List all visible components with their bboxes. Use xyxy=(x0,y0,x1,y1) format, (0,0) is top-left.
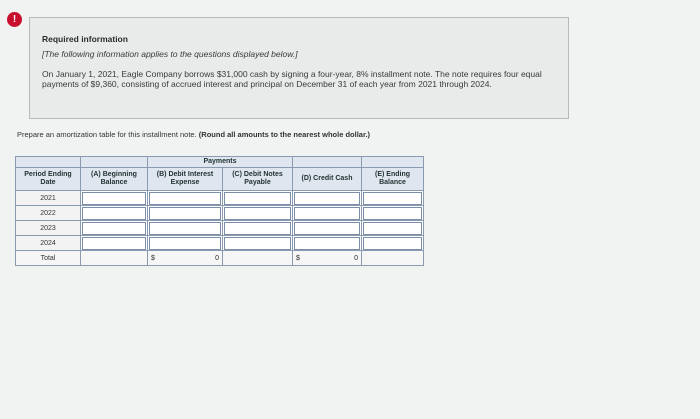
interest-expense-input[interactable] xyxy=(149,222,221,235)
credit-cash-input[interactable] xyxy=(294,192,360,205)
col-c-header: (C) Debit Notes Payable xyxy=(223,168,293,191)
blank-header xyxy=(81,157,148,168)
total-a-cell xyxy=(81,251,148,266)
col-a-header: (A) Beginning Balance xyxy=(81,168,148,191)
required-info-box xyxy=(29,17,569,119)
beginning-balance-input[interactable] xyxy=(82,237,146,250)
blank-header xyxy=(362,157,424,168)
interest-expense-input[interactable] xyxy=(149,207,221,220)
notes-payable-input[interactable] xyxy=(224,222,291,235)
col-e-header: (E) Ending Balance xyxy=(362,168,424,191)
period-2021: 2021 xyxy=(16,191,81,206)
interest-expense-input[interactable] xyxy=(149,237,221,250)
total-e-cell xyxy=(362,251,424,266)
info-body: On January 1, 2021, Eagle Company borrows $31,000 cash by signing a four-year, 8% installment note. The note requires four equal payments of $9,360, consisting of accrued interest and principal on December 31 of each year from 2021 through 2024. xyxy=(42,69,542,89)
total-c-cell xyxy=(223,251,293,266)
table-row xyxy=(16,221,424,236)
amortization-table xyxy=(15,156,424,266)
notes-payable-input[interactable] xyxy=(224,237,291,250)
interest-expense-input[interactable] xyxy=(149,192,221,205)
total-interest-currency: $ xyxy=(151,254,155,262)
notes-payable-input[interactable] xyxy=(224,207,291,220)
instruction-text: Prepare an amortization table for this installment note. xyxy=(17,130,197,139)
notes-payable-input[interactable] xyxy=(224,192,291,205)
instruction-bold: (Round all amounts to the nearest whole dollar.) xyxy=(198,130,371,139)
period-2023: 2023 xyxy=(16,221,81,236)
total-interest-cell xyxy=(148,251,223,266)
col-d-header: (D) Credit Cash xyxy=(293,168,362,191)
table-row xyxy=(16,236,424,251)
blank-header xyxy=(293,157,362,168)
credit-cash-input[interactable] xyxy=(294,222,360,235)
ending-balance-input[interactable] xyxy=(363,237,422,250)
credit-cash-input[interactable] xyxy=(294,207,360,220)
ending-balance-input[interactable] xyxy=(363,222,422,235)
payments-header: Payments xyxy=(148,157,293,168)
instruction xyxy=(17,130,370,139)
info-title: Required information xyxy=(42,34,128,44)
total-cash-cell xyxy=(293,251,362,266)
credit-cash-input[interactable] xyxy=(294,237,360,250)
total-interest-value: 0 xyxy=(215,254,219,262)
total-row xyxy=(16,251,424,266)
period-2024: 2024 xyxy=(16,236,81,251)
table-row xyxy=(16,191,424,206)
total-label: Total xyxy=(16,251,81,266)
beginning-balance-input[interactable] xyxy=(82,207,146,220)
total-cash-currency: $ xyxy=(296,254,300,262)
alert-icon: ! xyxy=(7,12,22,27)
col-period-header: Period Ending Date xyxy=(16,168,81,191)
beginning-balance-input[interactable] xyxy=(82,192,146,205)
total-cash-value: 0 xyxy=(354,254,358,262)
col-b-header: (B) Debit Interest Expense xyxy=(148,168,223,191)
period-2022: 2022 xyxy=(16,206,81,221)
beginning-balance-input[interactable] xyxy=(82,222,146,235)
info-note: [The following information applies to the questions displayed below.] xyxy=(42,49,298,59)
ending-balance-input[interactable] xyxy=(363,192,422,205)
table-row xyxy=(16,206,424,221)
blank-header xyxy=(16,157,81,168)
ending-balance-input[interactable] xyxy=(363,207,422,220)
